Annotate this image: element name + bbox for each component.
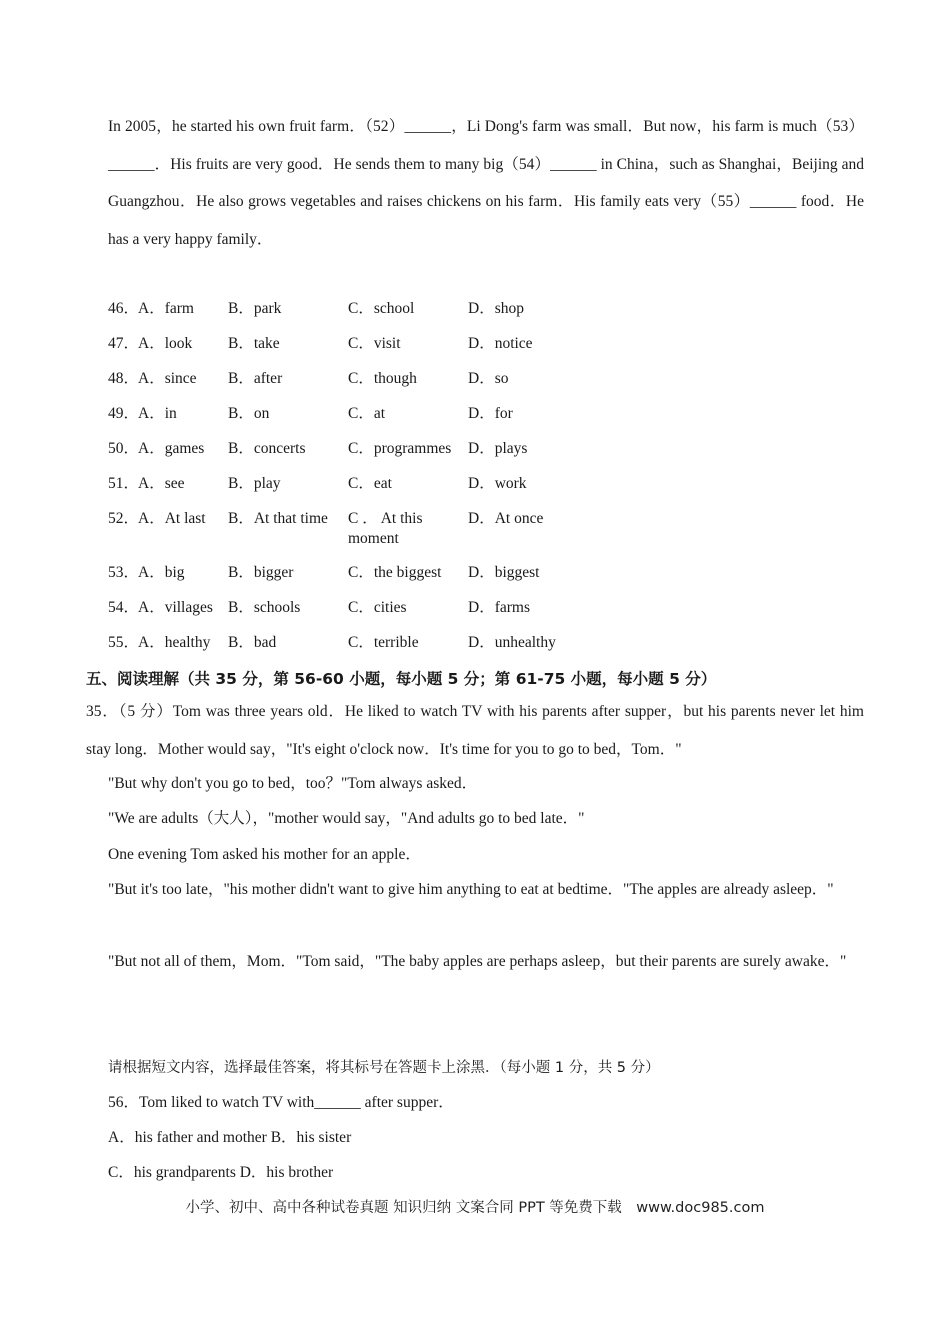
reading-paragraph-3: "We are adults（大人），"mother would say，"And adults go to bed late．" <box>108 810 585 827</box>
option-a: A．farm <box>138 300 194 317</box>
option-row-54 <box>108 598 578 618</box>
option-d: D．shop <box>468 300 524 317</box>
reading-paragraph-1 <box>86 693 864 768</box>
option-b: B．bigger <box>228 564 294 581</box>
option-a: A．villages <box>138 599 213 616</box>
reading-paragraph-6: "But not all of them，Mom．"Tom said，"The baby apples are perhaps asleep，but their parents are surely awake．" <box>108 953 847 970</box>
option-b: B．At that time <box>228 510 328 527</box>
option-row-51 <box>108 474 578 494</box>
question-number: 48． <box>108 370 140 387</box>
option-c: C．the biggest <box>348 564 442 581</box>
option-c: C ． At this moment <box>348 510 423 547</box>
option-d: D．unhealthy <box>468 634 556 651</box>
option-b: B．play <box>228 475 281 492</box>
question-number: 51． <box>108 475 140 492</box>
question-number: 47． <box>108 335 140 352</box>
question-number: 46． <box>108 300 140 317</box>
option-c: C．eat <box>348 475 392 492</box>
option-a: A．since <box>138 370 197 387</box>
passage-paragraph: In 2005，he started his own fruit farm．（52）______，Li Dong's farm was small．But now，his farm is much（53）______．His fruits are very good．He sends them to many big（54）______ in China，such as Shanghai，Beijing and Guangzhou．He also grows vegetables and raises chickens on his farm．His family eats very（55）______ food．He has a very happy family． <box>108 118 864 248</box>
question-number: 52． <box>108 510 140 527</box>
option-row-46 <box>108 299 578 319</box>
option-a: A．look <box>138 335 193 352</box>
option-d: D．plays <box>468 440 528 457</box>
option-row-47 <box>108 334 578 354</box>
option-c: C．cities <box>348 599 407 616</box>
option-b: B．bad <box>228 634 277 651</box>
option-b: B．take <box>228 335 280 352</box>
reading-paragraph-4: One evening Tom asked his mother for an apple． <box>108 846 421 863</box>
option-c: C．school <box>348 300 415 317</box>
option-row-50 <box>108 439 578 459</box>
option-a: A．see <box>138 475 185 492</box>
option-c: C．visit <box>348 335 401 352</box>
question-number: 53． <box>108 564 140 581</box>
option-c: C．at <box>348 405 386 422</box>
reading-paragraph-2: "But why don't you go to bed，too？"Tom always asked． <box>108 775 478 792</box>
option-c: C．terrible <box>348 634 419 651</box>
option-row-48 <box>108 369 578 389</box>
option-c: C．programmes <box>348 440 452 457</box>
option-row-55 <box>108 633 578 653</box>
option-b: B．after <box>228 370 283 387</box>
option-b: B．on <box>228 405 270 422</box>
question-number: 54． <box>108 599 140 616</box>
option-a: A．healthy <box>138 634 211 651</box>
question-number: 50． <box>108 440 140 457</box>
option-a: A．At last <box>138 510 206 527</box>
reading-paragraph-1-text: 35．（5 分）Tom was three years old．He liked to watch TV with his parents after supper，but his parents never let him stay long．Mother would say，"It's eight o'clock now．It's time for you to go to bed，Tom．" <box>86 703 864 758</box>
question-number: 49． <box>108 405 140 422</box>
section-title-reading: 五、阅读理解（共 35 分，第 56-60 小题，每小题 5 分；第 61-75 小题，每小题 5 分） <box>86 670 717 688</box>
option-row-49 <box>108 404 578 424</box>
option-d: D．At once <box>468 510 544 527</box>
option-d: D．for <box>468 405 513 422</box>
option-b: B．park <box>228 300 282 317</box>
option-c: C．though <box>348 370 417 387</box>
option-b: B．schools <box>228 599 301 616</box>
option-a: A．in <box>138 405 177 422</box>
option-a: A．games <box>138 440 205 457</box>
option-d: D．so <box>468 370 509 387</box>
option-row-52 <box>108 509 578 549</box>
option-d: D．biggest <box>468 564 540 581</box>
option-b: B．concerts <box>228 440 306 457</box>
question-56-stem: 56．Tom liked to watch TV with______ after supper． <box>108 1094 454 1111</box>
page-footer: 小学、初中、高中各种试卷真题 知识归纳 文案合同 PPT 等免费下载 www.doc985.com <box>185 1200 765 1216</box>
option-d: D．work <box>468 475 527 492</box>
option-row-53 <box>108 563 578 583</box>
option-a: A．big <box>138 564 185 581</box>
question-56-options-row-1: A．his father and mother B．his sister <box>108 1129 352 1146</box>
instruction-text: 请根据短文内容，选择最佳答案，将其标号在答题卡上涂黑．（每小题 1 分，共 5 分） <box>108 1060 660 1076</box>
reading-paragraph-5: "But it's too late，"his mother didn't want to give him anything to eat at bedtime．"The apples are already asleep．" <box>108 881 834 898</box>
question-number: 55． <box>108 634 140 651</box>
question-56-options-row-2: C．his grandparents D．his brother <box>108 1164 334 1181</box>
option-d: D．notice <box>468 335 533 352</box>
option-d: D．farms <box>468 599 530 616</box>
